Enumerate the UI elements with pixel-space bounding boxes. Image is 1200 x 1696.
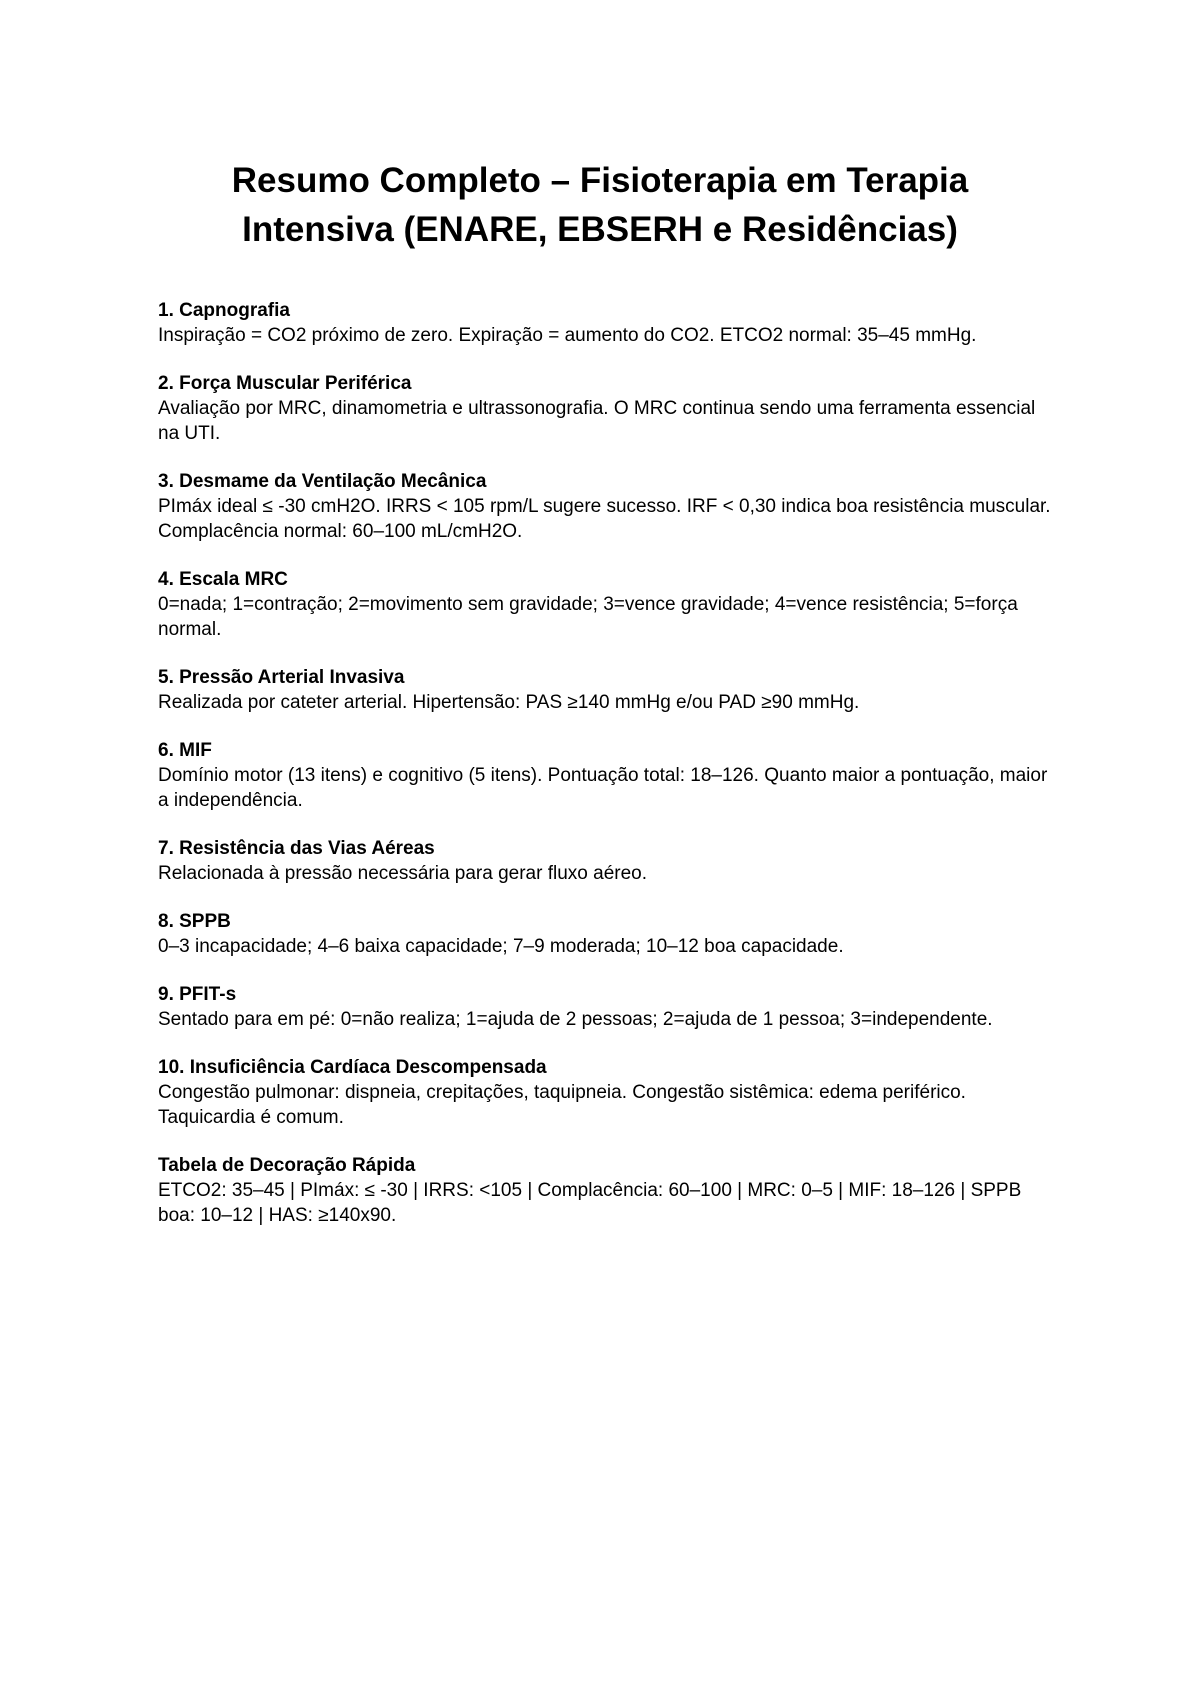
section-text: Avaliação por MRC, dinamometria e ultrassonografia. O MRC continua sendo uma ferramenta essencial na UTI. bbox=[158, 398, 1036, 444]
section-resistencia-vias-aereas bbox=[158, 836, 1058, 886]
section-desmame-ventilacao bbox=[158, 469, 1058, 544]
section-text: 0–3 incapacidade; 4–6 baixa capacidade; 7–9 moderada; 10–12 boa capacidade. bbox=[158, 936, 844, 957]
section-heading: 1. Capnografia bbox=[158, 300, 290, 321]
section-heading: 9. PFIT-s bbox=[158, 984, 237, 1005]
section-capnografia bbox=[158, 298, 1058, 348]
section-heading: 2. Força Muscular Periférica bbox=[158, 373, 412, 394]
document-title-line-1: Resumo Completo – Fisioterapia em Terapia bbox=[231, 161, 969, 200]
section-pfit-s bbox=[158, 982, 1058, 1032]
section-text: Congestão pulmonar: dispneia, crepitações, taquipneia. Congestão sistêmica: edema periférico. Taquicardia é comum. bbox=[158, 1082, 966, 1128]
document-body bbox=[158, 298, 1058, 1251]
section-mif bbox=[158, 738, 1058, 813]
section-text: ETCO2: 35–45 | PImáx: ≤ -30 | IRRS: <105 | Complacência: 60–100 | MRC: 0–5 | MIF: 18–126 | SPPB boa: 10–12 | HAS: ≥140x90. bbox=[158, 1180, 1022, 1226]
section-heading: 7. Resistência das Vias Aéreas bbox=[158, 838, 435, 859]
section-text: Inspiração = CO2 próximo de zero. Expiração = aumento do CO2. ETCO2 normal: 35–45 mmHg. bbox=[158, 325, 977, 346]
section-heading: 5. Pressão Arterial Invasiva bbox=[158, 667, 405, 688]
section-insuficiencia-cardiaca bbox=[158, 1055, 1058, 1130]
section-text: Realizada por cateter arterial. Hipertensão: PAS ≥140 mmHg e/ou PAD ≥90 mmHg. bbox=[158, 692, 860, 713]
section-text: PImáx ideal ≤ -30 cmH2O. IRRS < 105 rpm/L sugere sucesso. IRF < 0,30 indica boa resistência muscular. Complacência normal: 60–100 mL/cmH2O. bbox=[158, 496, 1051, 542]
section-heading: 4. Escala MRC bbox=[158, 569, 288, 590]
section-heading: 8. SPPB bbox=[158, 911, 231, 932]
section-forca-muscular-periferica bbox=[158, 371, 1058, 446]
section-text: Relacionada à pressão necessária para gerar fluxo aéreo. bbox=[158, 863, 648, 884]
section-heading: 10. Insuficiência Cardíaca Descompensada bbox=[158, 1057, 547, 1078]
section-pressao-arterial-invasiva bbox=[158, 665, 1058, 715]
section-sppb bbox=[158, 909, 1058, 959]
section-text: Domínio motor (13 itens) e cognitivo (5 itens). Pontuação total: 18–126. Quanto maior a pontuação, maior a independência. bbox=[158, 765, 1048, 811]
section-heading: 6. MIF bbox=[158, 740, 212, 761]
section-text: Sentado para em pé: 0=não realiza; 1=ajuda de 2 pessoas; 2=ajuda de 1 pessoa; 3=independente. bbox=[158, 1009, 993, 1030]
section-tabela-decoracao-rapida bbox=[158, 1153, 1058, 1228]
section-heading: 3. Desmame da Ventilação Mecânica bbox=[158, 471, 487, 492]
section-heading: Tabela de Decoração Rápida bbox=[158, 1155, 416, 1176]
section-escala-mrc bbox=[158, 567, 1058, 642]
document-title-line-2: Intensiva (ENARE, EBSERH e Residências) bbox=[242, 210, 958, 249]
document-title bbox=[160, 156, 1040, 254]
section-text: 0=nada; 1=contração; 2=movimento sem gravidade; 3=vence gravidade; 4=vence resistência; 5=força normal. bbox=[158, 594, 1018, 640]
